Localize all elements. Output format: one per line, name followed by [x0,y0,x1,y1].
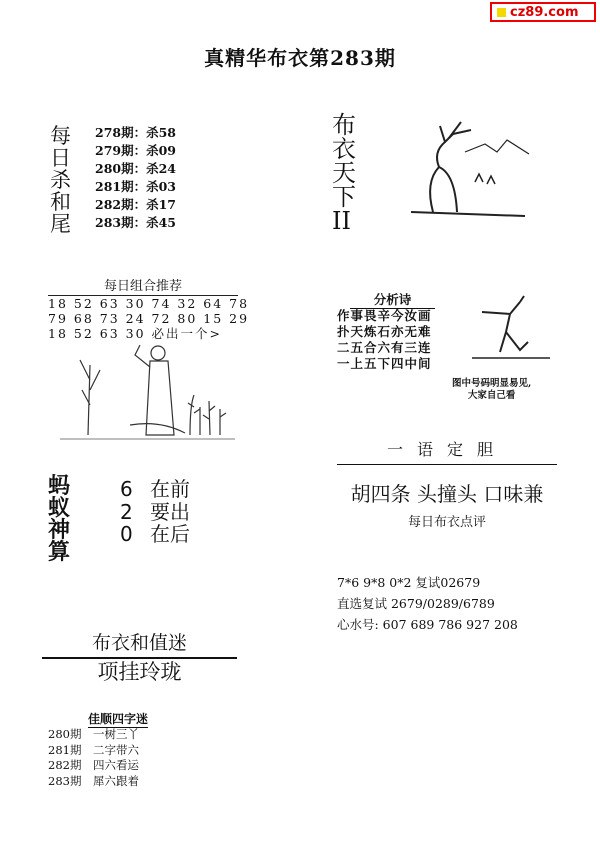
poem-note-line: 大家自己看 [467,390,516,401]
ant-row-number: 2 [120,499,133,524]
four-char-period: 282期 [48,758,82,772]
buyi-char: II [332,207,351,235]
number-line: 7*6 9*8 0*2 复试02679 [337,575,481,590]
buyi-char: 天 [332,159,356,187]
four-char-item [48,758,139,774]
ant-label-char: 蚂 [48,473,71,499]
tree-sketch [80,360,100,435]
four-char-period: 283期 [48,773,82,788]
figure-illustration [60,335,235,445]
number-line: 直选复试 2679/0289/6789 [337,596,495,611]
number-picks [337,572,518,635]
combo-recommendation [48,275,250,341]
buyi-char: 下 [332,183,356,211]
combo-row: 18 52 63 30 必出一个> [48,326,222,341]
poem-line: 扑天炼石亦无难 [337,324,432,339]
analysis-poem [337,308,432,372]
ant-label-char: 蚁 [48,495,71,521]
kill-item: 278期：杀58 [95,125,176,140]
ant-row-position: 要出 [150,499,190,524]
buyi-tianxia-heading [332,113,356,233]
poem-line: 二五合六有三连 [337,340,432,355]
daily-kill-label-char: 每 [50,124,71,148]
kill-item: 279期：杀09 [95,143,176,158]
daily-kill-label-char: 日 [50,146,71,170]
site-watermark-text: cz89.com [510,4,579,20]
ant-row [120,523,190,546]
bird-figure-sketch [462,292,557,367]
ant-row-number: 0 [120,522,133,546]
daily-kill-list [95,124,176,232]
ant-row-number: 6 [120,477,133,501]
poem-title: 分析诗 [350,290,435,309]
kill-item: 282期：杀17 [95,197,176,212]
ant-row-position: 在后 [150,522,190,546]
riddle-title: 布衣和值迷 [42,628,237,659]
yiyu-answer: 胡四条 头撞头 口味兼 [350,482,544,506]
four-char-text: 二字带六 [93,742,139,757]
four-char-period: 280期 [48,727,82,741]
ant-label-char: 算 [48,539,71,565]
kill-item: 280期：杀24 [95,161,176,176]
figure-body [482,302,528,352]
ant-prediction-rows [120,478,190,546]
four-char-text: 犀六跟着 [93,773,139,788]
kill-item: 283期：杀45 [95,215,176,230]
yiyu-title: 一语定胆 [337,437,557,465]
daily-kill-label-char: 杀 [50,168,71,192]
poem-line: 作事畏辛今汝画 [337,308,432,323]
buyi-char: 衣 [332,135,356,163]
yellow-square-icon [497,8,506,17]
ant-row [120,478,190,501]
buyi-char: 布 [332,111,356,139]
site-watermark-badge [490,2,596,22]
four-char-item [48,774,139,790]
four-char-period: 281期 [48,742,82,757]
four-char-item [48,727,139,743]
riddle-answer: 项挂玲珑 [97,660,182,684]
poem-note [452,378,531,402]
four-char-list [48,727,139,789]
ant-prediction-label [48,475,70,563]
tree-trunk [430,134,453,212]
combo-row: 79 68 73 24 72 80 15 29 [48,311,250,326]
four-char-title: 佳顺四字迷 [88,712,149,726]
combo-title: 每日组合推荐 [48,275,238,296]
four-char-text: 一树三丫 [93,727,139,741]
ant-row-position: 在前 [150,477,190,501]
kill-item: 281期：杀03 [95,179,176,194]
four-char-text: 四六看运 [93,758,139,772]
page-title: 真精华布衣第283期 [204,46,396,70]
daily-kill-label [50,126,71,235]
tree-sketch-illustration [405,112,535,222]
four-char-item [48,743,139,759]
combo-row: 18 52 63 30 74 32 64 78 [48,296,250,311]
plants-sketch [190,395,220,435]
daily-review-label: 每日布衣点评 [407,515,486,530]
ant-label-char: 神 [48,517,71,543]
daily-kill-label-char: 尾 [50,212,71,236]
daily-kill-label-char: 和 [50,190,71,214]
poem-note-line: 图中号码明显易见, [452,378,532,389]
ant-row [120,501,190,524]
number-line: 心水号: 607 689 786 927 208 [337,617,518,632]
poem-line: 一上五下四中间 [337,356,432,371]
